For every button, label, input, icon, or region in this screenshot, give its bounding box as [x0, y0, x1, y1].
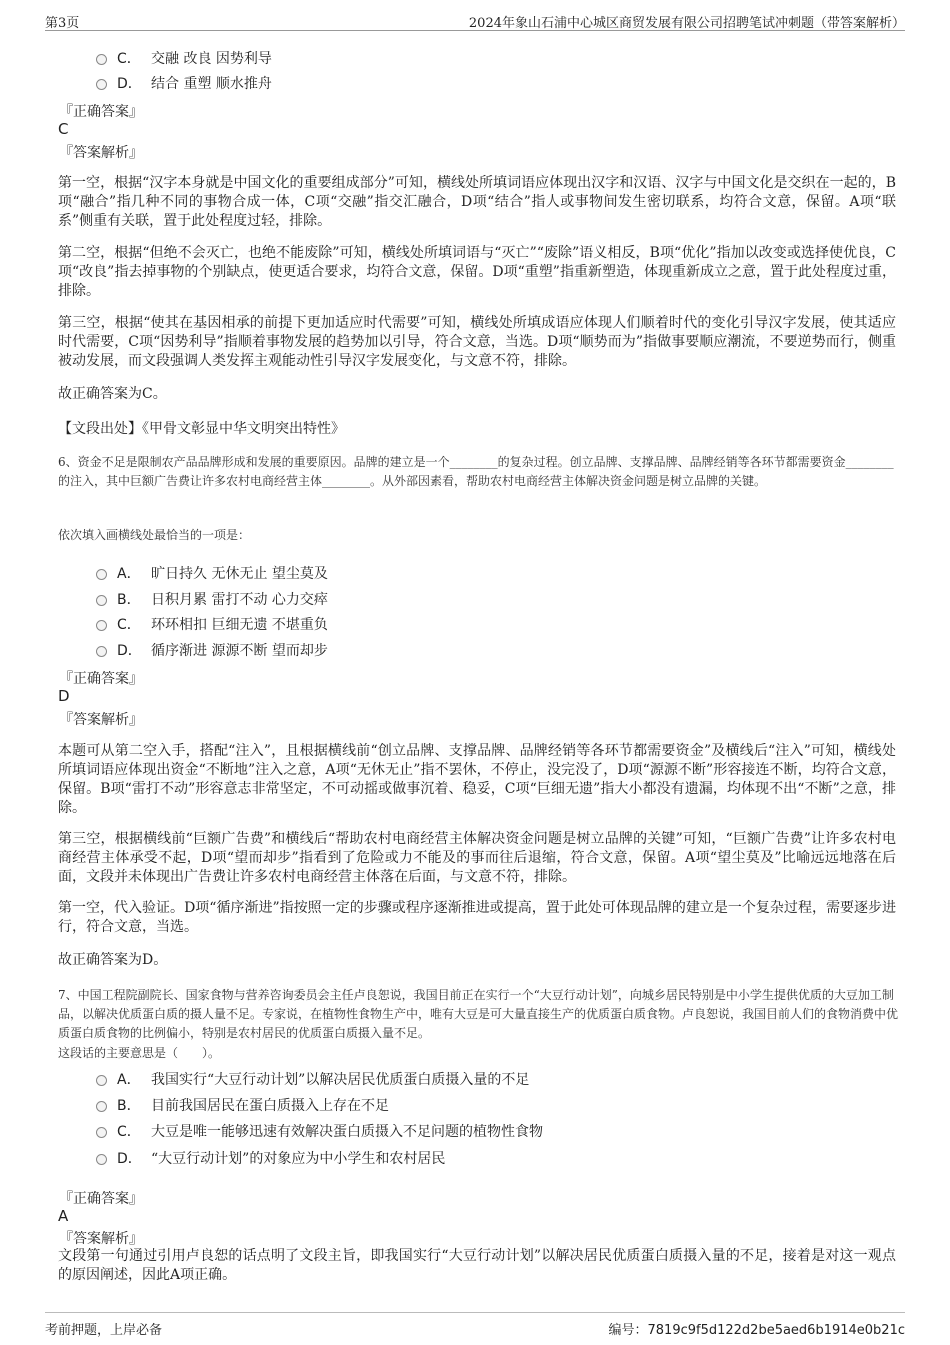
- radio-icon[interactable]: [96, 646, 107, 657]
- footer-slogan: 考前押题，上岸必备: [45, 1323, 163, 1338]
- document-id: 编号：7819c9f5d122d2be5aed6b1914e0b21c: [608, 1323, 905, 1338]
- q5-paragraph-1: 第一空，根据“汉字本身就是中国文化的重要组成部分”可知，横线处所填词语应体现出汉字和汉语、汉字与中国文化是交织在一起的，B项“融合”指几种不同的事物合成一体，C项“交融”指交汇融合，D项“结合”指人或事物间发生密切联系，均符合文意，保留。A项“联系”侧重有关联，置于此处程度过轻，排除。: [58, 175, 896, 229]
- q5-option-c[interactable]: C． 交融 改良 因势利导: [96, 48, 272, 68]
- q6-prompt: 依次填入画横线处最恰当的一项是：: [58, 528, 251, 542]
- page-number: 第3页: [45, 16, 80, 31]
- page-footer: [45, 1312, 905, 1337]
- radio-icon[interactable]: [96, 79, 107, 90]
- radio-icon[interactable]: [96, 1127, 107, 1138]
- q5-paragraph-3: 第三空，根据“使其在基因相承的前提下更加适应时代需要”可知，横线处所填成语应体现人们顺着时代的变化引导汉字发展，使其适应时代需要，C项“因势利导”指顺着事物发展的趋势加以引导，符合文意，当选。D项“顺势而为”指做事要顺应潮流，不要逆势而行，侧重被动发展，而文段强调人类发挥主观能动性引导汉字发展变化，与文意不符，排除。: [58, 315, 896, 369]
- q6-paragraph-2: 第三空，根据横线前“巨额广告费”和横线后“帮助农村电商经营主体解决资金问题是树立品牌的关键”可知，“巨额广告费”让许多农村电商经营主体承受不起，D项“望而却步”指看到了危险或力不能及的事而往后退缩，符合文意，保留。A项“望尘莫及”比喻远远地落在后面，文段并未体现出广告费让许多农村电商经营主体落在后面，与文意不符，排除。: [58, 831, 896, 885]
- radio-icon[interactable]: [96, 1075, 107, 1086]
- q6-option-a[interactable]: A． 旷日持久 无休无止 望尘莫及: [96, 563, 328, 583]
- q5-source: 【文段出处】《甲骨文彰显中华文明突出特性》: [58, 421, 345, 437]
- q6-paragraph-1: 本题可从第二空入手，搭配“注入”，且根据横线前“创立品牌、支撑品牌、品牌经销等各环节都需要资金”及横线后“注入”可知，横线处所填词语应体现出资金“不断地”注入之意，A项“无休无止”指不罢休，不停止，没完没了，D项“源源不断”形容接连不断，均符合文意，保留。B项“雷打不动”形容意志非常坚定，不可动摇或做事沉着、稳妥，C项“巨细无遗”指大小都没有遗漏，均体现不出“不断”之意，排除。: [58, 743, 896, 816]
- q6-conclusion: 故正确答案为D。: [58, 952, 168, 968]
- q6-paragraph-3: 第一空，代入验证。D项“循序渐进”指按照一定的步骤或程序逐渐推进或提高，置于此处可体现品牌的建立是一个复杂过程，需要逐步进行，符合文意，当选。: [58, 900, 896, 935]
- q7-answer-tag: 『正确答案』: [59, 1191, 143, 1207]
- q6-option-c[interactable]: C． 环环相扣 巨细无遗 不堪重负: [96, 614, 328, 634]
- q6-option-d[interactable]: D． 循序渐进 源源不断 望而却步: [96, 640, 328, 660]
- q7-option-b[interactable]: B． 目前我国居民在蛋白质摄入上存在不足: [96, 1095, 389, 1115]
- q6-stem: 6、资金不足是限制农产品品牌形成和发展的重要原因。品牌的建立是一个________的复杂过程。创立品牌、支撑品牌、品牌经销等各环节都需要资金________的注入，其中巨额广告费让许多农村电商经营主体________。从外部因素看，帮助农村电商经营主体解决资金问题是树立品牌的关键。: [58, 455, 894, 488]
- q7-analysis: 文段第一句通过引用卢良恕的话点明了文段主旨，即我国实行“大豆行动计划”以解决居民优质蛋白质摄入量的不足，接着是对这一观点的原因阐述，因此A项正确。: [58, 1248, 896, 1283]
- radio-icon[interactable]: [96, 595, 107, 606]
- q5-analysis-tag: 『答案解析』: [59, 145, 143, 161]
- radio-icon[interactable]: [96, 1154, 107, 1165]
- q7-analysis-tag: 『答案解析』: [59, 1231, 143, 1247]
- document-title: 2024年象山石浦中心城区商贸发展有限公司招聘笔试冲刺题（带答案解析）: [468, 16, 905, 31]
- q7-option-d[interactable]: D． “大豆行动计划”的对象应为中小学生和农村居民: [96, 1148, 445, 1168]
- q6-option-b[interactable]: B． 日积月累 雷打不动 心力交瘁: [96, 589, 328, 609]
- q5-answer: C: [58, 120, 69, 138]
- q5-option-d[interactable]: D． 结合 重塑 顺水推舟: [96, 73, 272, 93]
- q7-option-a[interactable]: A． 我国实行“大豆行动计划”以解决居民优质蛋白质摄入量的不足: [96, 1069, 529, 1089]
- q6-answer-tag: 『正确答案』: [59, 671, 143, 687]
- radio-icon[interactable]: [96, 620, 107, 631]
- q5-conclusion: 故正确答案为C。: [58, 386, 167, 402]
- q5-answer-tag: 『正确答案』: [59, 104, 143, 120]
- q6-analysis-tag: 『答案解析』: [59, 712, 143, 728]
- radio-icon[interactable]: [96, 569, 107, 580]
- q7-stem: 7、中国工程院副院长、国家食物与营养咨询委员会主任卢良恕说，我国目前正在实行一个“大豆行动计划”，向城乡居民特别是中小学生提供优质的大豆加工制品，以解决优质蛋白质的摄人量不足。专家说，在植物性食物生产中，唯有大豆是可大量直接生产的优质蛋白质食物。卢良恕说，我国目前人们的食物消费中优质蛋白质食物的比例偏小，特别是农村居民的优质蛋白质摄入量不足。: [58, 988, 899, 1040]
- q5-paragraph-2: 第二空，根据“但绝不会灭亡，也绝不能废除”可知，横线处所填词语与“灭亡”“废除”语义相反，B项“优化”指加以改变或选择使优良，C项“改良”指去掉事物的个别缺点，使更适合要求，均符合文意，保留。D项“重塑”指重新塑造，体现重新成立之意，置于此处程度过重，排除。: [58, 245, 896, 299]
- q7-option-c[interactable]: C． 大豆是唯一能够迅速有效解决蛋白质摄入不足问题的植物性食物: [96, 1121, 543, 1141]
- radio-icon[interactable]: [96, 1101, 107, 1112]
- radio-icon[interactable]: [96, 54, 107, 65]
- page-header: [45, 8, 905, 31]
- q7-prompt: 这段话的主要意思是（ ）。: [58, 1046, 221, 1060]
- q7-answer: A: [58, 1207, 69, 1225]
- q6-answer: D: [58, 687, 70, 705]
